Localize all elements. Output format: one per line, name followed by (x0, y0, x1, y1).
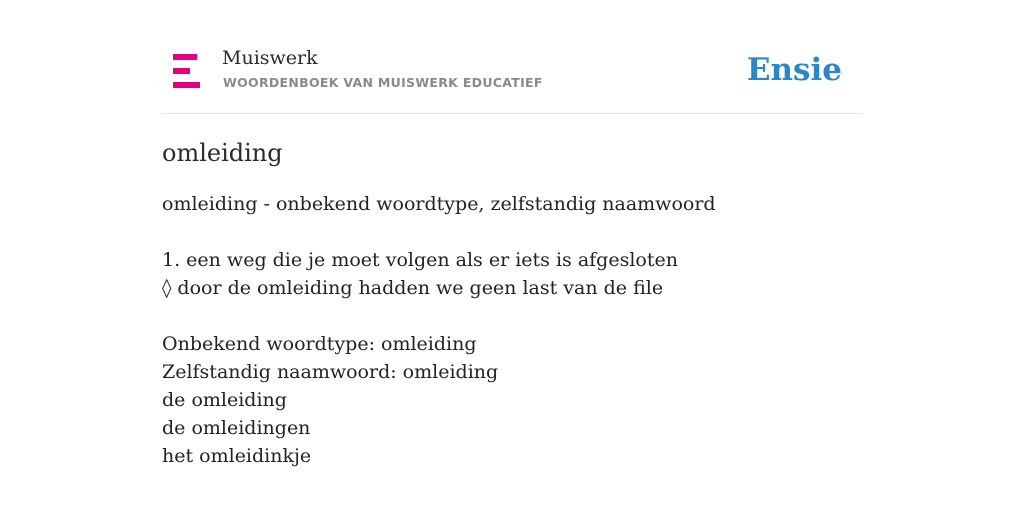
spacer (162, 218, 862, 246)
example-line: ◊ door de omleiding hadden we geen last van de file (162, 277, 664, 299)
site-header (162, 0, 862, 114)
page-container (162, 0, 862, 467)
brand-title[interactable]: Muiswerk (222, 47, 318, 69)
form-line: Onbekend woordtype: omleiding (162, 333, 477, 355)
page-title: omleiding (162, 139, 283, 167)
form-line: de omleidingen (162, 417, 311, 439)
logo-bar-top (173, 54, 197, 60)
definition-line: omleiding - onbekend woordtype, zelfstandig naamwoord (162, 193, 716, 215)
muiswerk-logo-icon[interactable] (173, 54, 200, 88)
spacer (162, 302, 862, 330)
form-line: Zelfstandig naamwoord: omleiding (162, 361, 499, 383)
brand-subtitle: WOORDENBOEK VAN MUISWERK EDUCATIEF (223, 75, 543, 90)
form-line: het omleidinkje (162, 445, 312, 467)
ensie-logo-link[interactable]: Ensie (746, 52, 842, 88)
logo-bar-middle (173, 68, 190, 74)
form-line: de omleiding (162, 389, 287, 411)
sense-line: 1. een weg die je moet volgen als er iets is afgesloten (162, 249, 678, 271)
logo-bar-bottom (173, 82, 200, 88)
entry-body (162, 190, 862, 470)
